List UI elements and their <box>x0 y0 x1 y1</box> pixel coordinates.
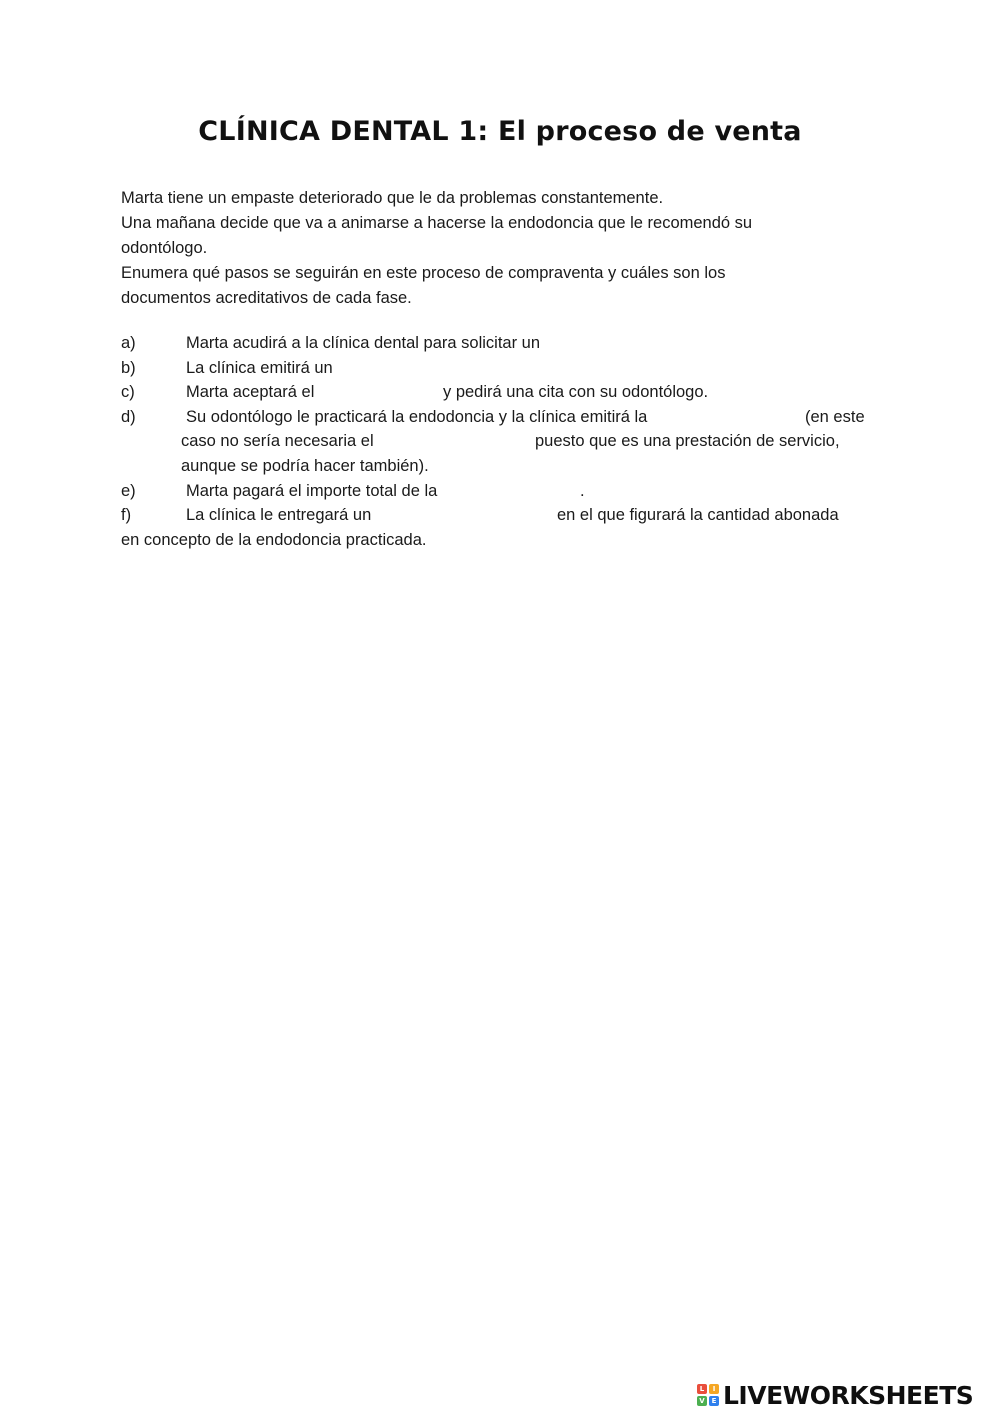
intro-line: Enumera qué pasos se seguirán en este proceso de compraventa y cuáles son los <box>121 264 726 282</box>
logo-tile: V <box>697 1396 707 1406</box>
step-text: La clínica le entregará un <box>186 506 372 525</box>
step-text: y pedirá una cita con su odontólogo. <box>443 383 709 402</box>
step-c <box>121 380 891 405</box>
step-label: f) <box>121 506 132 525</box>
step-text: en concepto de la endodoncia practicada. <box>121 530 427 549</box>
intro-line: Marta tiene un empaste deteriorado que le da problemas constantemente. <box>121 189 664 207</box>
step-f <box>121 503 891 528</box>
step-text: Marta acudirá a la clínica dental para solicitar un <box>186 334 541 352</box>
step-d-continued <box>121 454 891 479</box>
logo-tile: L <box>697 1384 707 1394</box>
intro-line: odontólogo. <box>121 239 208 257</box>
intro-line: Una mañana decide que va a animarse a hacerse la endodoncia que le recomendó su <box>121 214 753 232</box>
step-text: Marta pagará el importe total de la <box>186 481 438 500</box>
intro-line: documentos acreditativos de cada fase. <box>121 289 412 307</box>
step-label: d) <box>121 407 136 426</box>
step-text: . <box>580 481 585 500</box>
step-text: La clínica emitirá un <box>186 358 333 377</box>
step-a <box>121 331 891 356</box>
step-label: c) <box>121 383 135 402</box>
logo-text: LIVEWORKSHEETS <box>723 1380 974 1410</box>
step-label: b) <box>121 358 136 377</box>
logo-mark-icon <box>697 1384 719 1406</box>
step-label: a) <box>121 334 136 352</box>
step-b <box>121 356 891 381</box>
step-text: en el que figurará la cantidad abonada <box>557 506 839 525</box>
step-d <box>121 405 891 430</box>
worksheet-title: CLÍNICA DENTAL 1: El proceso de venta <box>198 116 802 147</box>
liveworksheets-logo <box>697 1381 973 1409</box>
step-text: (en este <box>805 407 865 426</box>
steps-list <box>121 331 891 552</box>
step-text: Marta aceptará el <box>186 383 315 402</box>
step-f-continued <box>121 528 891 553</box>
step-text: puesto que es una prestación de servicio, <box>535 432 840 451</box>
logo-tile: I <box>709 1384 719 1394</box>
step-text: Su odontólogo le practicará la endodoncia y la clínica emitirá la <box>186 407 648 426</box>
step-text: caso no sería necesaria el <box>181 432 374 451</box>
intro-paragraph <box>121 186 881 311</box>
step-text: aunque se podría hacer también). <box>181 456 429 475</box>
step-d-continued <box>121 429 891 454</box>
step-e <box>121 479 891 504</box>
logo-tile: E <box>709 1396 719 1406</box>
step-label: e) <box>121 481 136 500</box>
